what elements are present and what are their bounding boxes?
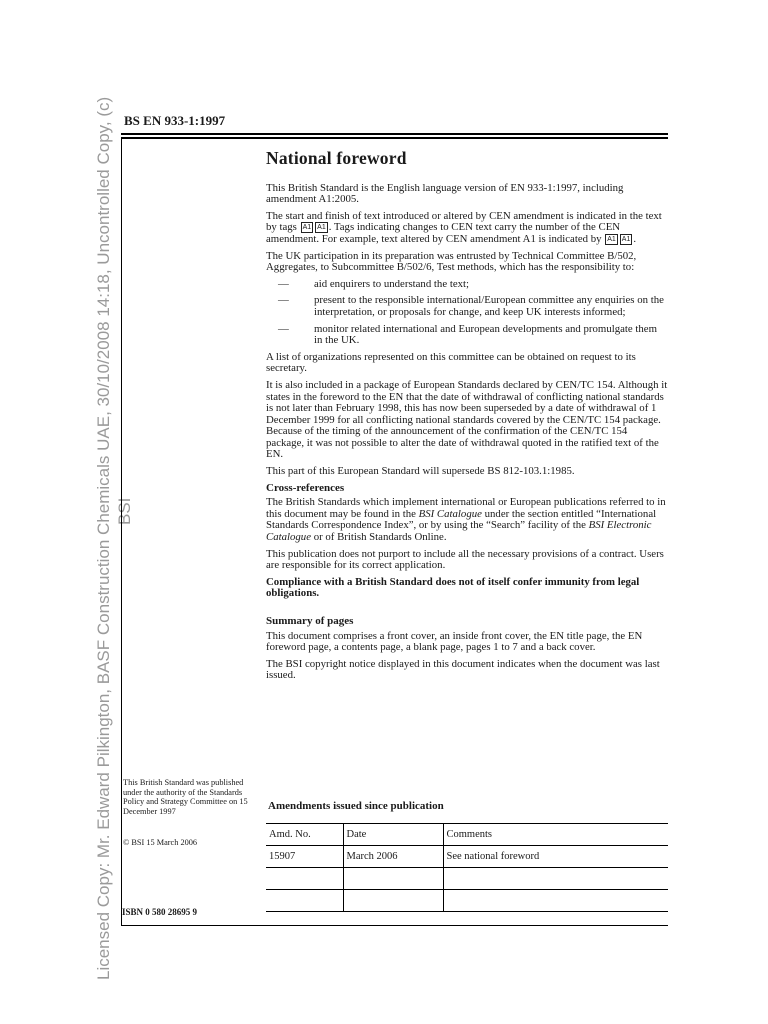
table-cell — [443, 890, 668, 912]
responsibility-list — [266, 279, 668, 347]
amendment-close-tag-icon: A1 — [317, 224, 326, 232]
table-cell: 15907 — [266, 846, 343, 868]
cross-references-heading: Cross-references — [266, 481, 345, 494]
paragraph-scope: This British Standard is the English language version of EN 933-1:1997, including amendment A1:2005. — [266, 181, 624, 206]
publication-authority-note: This British Standard was published under the authority of the Standards Policy and Strategy Committee on 15 December 1997 — [123, 778, 248, 816]
amendments-table — [266, 823, 668, 912]
table-cell — [343, 890, 443, 912]
paragraph-copyright-notice: The BSI copyright notice displayed in this document indicates when the document was last issued. — [266, 657, 660, 682]
paragraph-summary: This document comprises a front cover, an inside front cover, the EN title page, the EN foreword page, a contents page, a blank page, pages 1 to 7 and a back cover. — [266, 629, 643, 654]
paragraph-supersede: This part of this European Standard will supersede BS 812-103.1:1985. — [266, 465, 575, 478]
table-cell: March 2006 — [343, 846, 443, 868]
paragraph-compliance: Compliance with a British Standard does not of itself confer immunity from legal obligations. — [266, 575, 640, 600]
amendment-open-tag-icon: A1 — [302, 224, 312, 232]
table-row — [266, 890, 668, 912]
amendment-close-tag-icon: A1 — [621, 235, 631, 243]
margin-divider — [121, 138, 122, 925]
license-watermark — [93, 0, 143, 980]
summary-heading: Summary of pages — [266, 615, 354, 627]
paragraph-disclaimer: This publication does not purport to include all the necessary provisions of a contract. Users are responsible for its correct application. — [266, 547, 664, 572]
paragraph-tags: The start and finish of text introduced or altered by CEN amendment is indicated in the text by tags A1 A1 . Tags indicating changes to CEN text carry the number of the CEN amendment. For example, text altered by CEN amendment A1 is indicated by A1 A1 . — [266, 209, 662, 245]
paragraph-organizations: A list of organizations represented on this committee can be obtained on request to its secretary. — [266, 350, 636, 375]
footer-rule — [121, 925, 668, 926]
table-row — [266, 846, 668, 868]
paragraph-cross-references: The British Standards which implement international or European publications referred to in this document may be found in the BSI Catalogue under the section entitled “International Standards Correspondence Index”, or by using the “Search” facility of the BSI Electronic Catalogue or of British Standards Online. — [266, 496, 666, 544]
header-rule-lower — [121, 137, 668, 139]
amendment-open-tag-icon: A1 — [607, 235, 616, 243]
watermark-line-1: Licensed Copy: Mr. Edward Pilkington, BASF Construction Chemicals UAE, 30/10/2008 14:18, Uncontrolled Copy, (c) — [94, 96, 113, 980]
table-cell: See national foreword — [443, 846, 668, 868]
copyright-line: © BSI 15 March 2006 — [123, 838, 198, 847]
column-header: Comments — [443, 824, 668, 846]
list-item: — monitor related international and European developments and promulgate them in the UK. — [278, 322, 657, 347]
document-code: BS EN 933-1:1997 — [124, 113, 226, 128]
paragraph-participation: The UK participation in its preparation was entrusted by Technical Committee B/502, Aggregates, to Subcommittee B/502/6, Test methods, which has the responsibility to: — [266, 249, 637, 274]
table-cell — [266, 868, 343, 890]
table-header-row — [266, 824, 668, 846]
column-header: Date — [343, 824, 443, 846]
isbn: ISBN 0 580 28695 9 — [122, 907, 198, 917]
list-item: — present to the responsible international/European committee any enquiries on the interpretation, or proposals for change, and keep UK interests informed; — [278, 294, 664, 318]
table-cell — [343, 868, 443, 890]
page-title: National foreword — [266, 148, 407, 168]
column-header: Amd. No. — [266, 824, 343, 846]
table-cell — [266, 890, 343, 912]
paragraph-package: It is also included in a package of European Standards declared by CEN/TC 154. Although it states in the foreword to the EN that the date of withdrawal of conflicting national standards is not later than February 1998, this has now been superseded by a date of withdrawal of 1 December 1999 for all conflicting national standards covered by the CEN/TC 154 package. Because of the timing of the announcement of the confirmation of the CEN/TC 154 package, it was not possible to alter the date of withdrawal quoted in the ratified text of the EN. — [266, 378, 668, 461]
national-foreword — [266, 148, 668, 687]
table-row — [266, 868, 668, 890]
watermark-line-2: BSI — [115, 497, 134, 525]
table-cell — [443, 868, 668, 890]
header-rule — [121, 133, 668, 135]
list-item: — aid enquirers to understand the text; — [278, 277, 470, 290]
amendments-title: Amendments issued since publication — [268, 800, 444, 812]
